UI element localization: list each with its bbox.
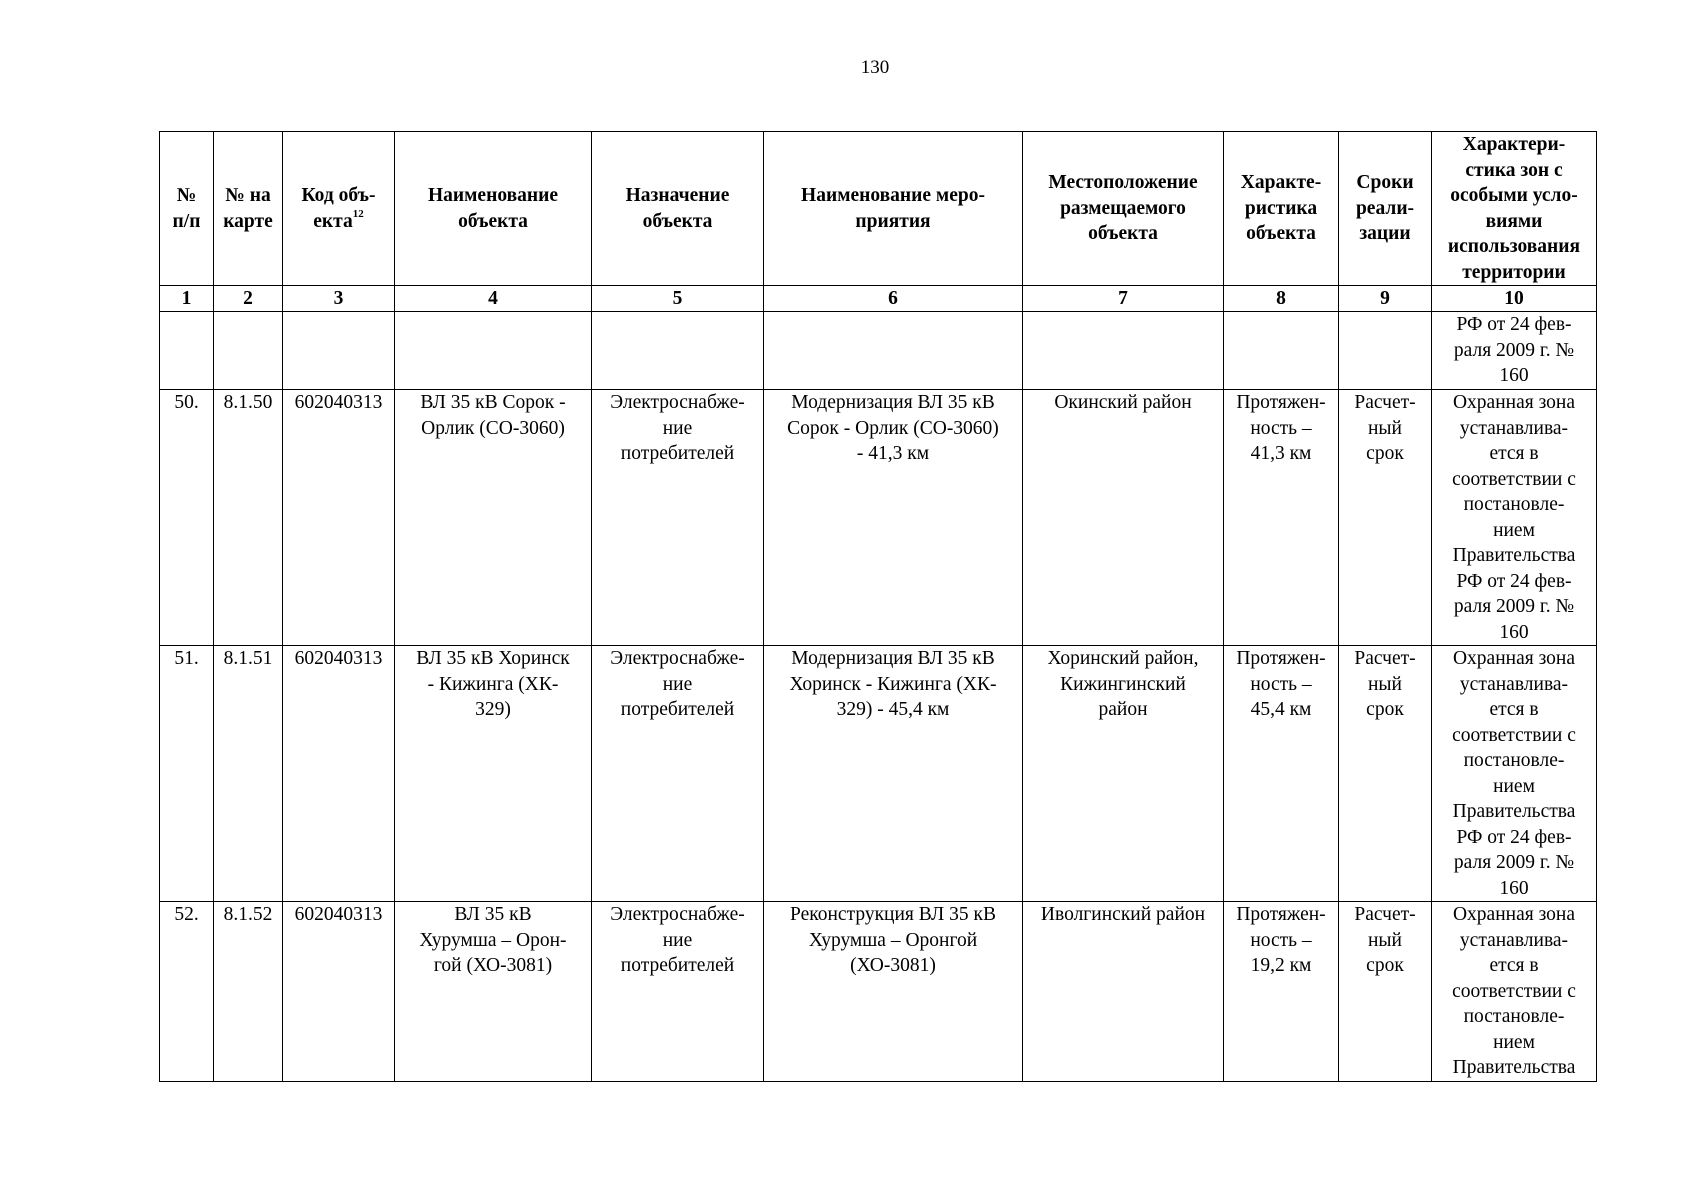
object-location: Хоринский район, Кижингинский район — [1023, 646, 1224, 902]
row-number: 50. — [160, 390, 214, 646]
table-row — [160, 390, 1597, 646]
header-cell: Сроки реали- зации — [1339, 132, 1432, 286]
object-name: ВЛ 35 кВ Хурумша – Орон- гой (ХО-3081) — [395, 902, 592, 1082]
map-number: 8.1.50 — [214, 390, 283, 646]
column-number: 2 — [214, 286, 283, 312]
zone-characteristic: Охранная зона устанавлива- ется в соответствии с постановле- нием Правительства РФ от 24 фев- раля 2009 г. № 160 — [1432, 390, 1597, 646]
table-header-row — [160, 132, 1597, 286]
implementation-term: Расчет- ный срок — [1339, 902, 1432, 1082]
object-characteristic: Протяжен- ность – 41,3 км — [1224, 390, 1339, 646]
column-number: 7 — [1023, 286, 1224, 312]
header-cell: Характе- ристика объекта — [1224, 132, 1339, 286]
map-number: 8.1.51 — [214, 646, 283, 902]
table-cell — [283, 312, 395, 390]
header-cell: Код объ- екта$^{12}$ — [283, 132, 395, 286]
objects-table — [159, 131, 1597, 1082]
column-number: 4 — [395, 286, 592, 312]
header-cell: Местоположение размещаемого объекта — [1023, 132, 1224, 286]
header-cell: Наименование объекта — [395, 132, 592, 286]
measure-name: Реконструкция ВЛ 35 кВ Хурумша – Оронгой (ХО-3081) — [764, 902, 1023, 1082]
measure-name: Модернизация ВЛ 35 кВ Сорок - Орлик (СО-3060) - 41,3 км — [764, 390, 1023, 646]
table-row — [160, 646, 1597, 902]
header-cell: Характери- стика зон с особыми усло- виями использования территории — [1432, 132, 1597, 286]
object-purpose: Электроснабже- ние потребителей — [592, 646, 764, 902]
zone-characteristic: Охранная зона устанавлива- ется в соответствии с постановле- нием Правительства РФ от 24 фев- раля 2009 г. № 160 — [1432, 646, 1597, 902]
object-purpose: Электроснабже- ние потребителей — [592, 902, 764, 1082]
header-cell: Наименование меро- приятия — [764, 132, 1023, 286]
object-code: 602040313 — [283, 646, 395, 902]
object-purpose: Электроснабже- ние потребителей — [592, 390, 764, 646]
row-number: 51. — [160, 646, 214, 902]
column-number: 5 — [592, 286, 764, 312]
object-location: Иволгинский район — [1023, 902, 1224, 1082]
table-cell: РФ от 24 фев- раля 2009 г. № 160 — [1432, 312, 1597, 390]
column-number: 9 — [1339, 286, 1432, 312]
header-cell: № на карте — [214, 132, 283, 286]
object-characteristic: Протяжен- ность – 19,2 км — [1224, 902, 1339, 1082]
footnote-mark: 12 — [352, 208, 364, 220]
table-row — [160, 902, 1597, 1082]
header-cell: № п/п — [160, 132, 214, 286]
zone-characteristic: Охранная зона устанавлива- ется в соответствии с постановле- нием Правительства — [1432, 902, 1597, 1082]
column-number: 1 — [160, 286, 214, 312]
object-code: 602040313 — [283, 902, 395, 1082]
continuation-row — [160, 312, 1597, 390]
implementation-term: Расчет- ный срок — [1339, 390, 1432, 646]
object-location: Окинский район — [1023, 390, 1224, 646]
row-number: 52. — [160, 902, 214, 1082]
measure-name: Модернизация ВЛ 35 кВ Хоринск - Кижинга (ХК- 329) - 45,4 км — [764, 646, 1023, 902]
table-cell — [395, 312, 592, 390]
page-number: 130 — [860, 57, 890, 78]
header-cell: Назначение объекта — [592, 132, 764, 286]
map-number: 8.1.52 — [214, 902, 283, 1082]
object-name: ВЛ 35 кВ Хоринск - Кижинга (ХК- 329) — [395, 646, 592, 902]
column-number: 3 — [283, 286, 395, 312]
table-cell — [1224, 312, 1339, 390]
object-code: 602040313 — [283, 390, 395, 646]
table-cell — [764, 312, 1023, 390]
column-number: 10 — [1432, 286, 1597, 312]
table-cell — [214, 312, 283, 390]
table-cell — [160, 312, 214, 390]
column-number: 6 — [764, 286, 1023, 312]
implementation-term: Расчет- ный срок — [1339, 646, 1432, 902]
table-cell — [592, 312, 764, 390]
table-cell — [1023, 312, 1224, 390]
object-characteristic: Протяжен- ность – 45,4 км — [1224, 646, 1339, 902]
object-name: ВЛ 35 кВ Сорок - Орлик (СО-3060) — [395, 390, 592, 646]
column-numbers-row — [160, 286, 1597, 312]
table-cell — [1339, 312, 1432, 390]
column-number: 8 — [1224, 286, 1339, 312]
